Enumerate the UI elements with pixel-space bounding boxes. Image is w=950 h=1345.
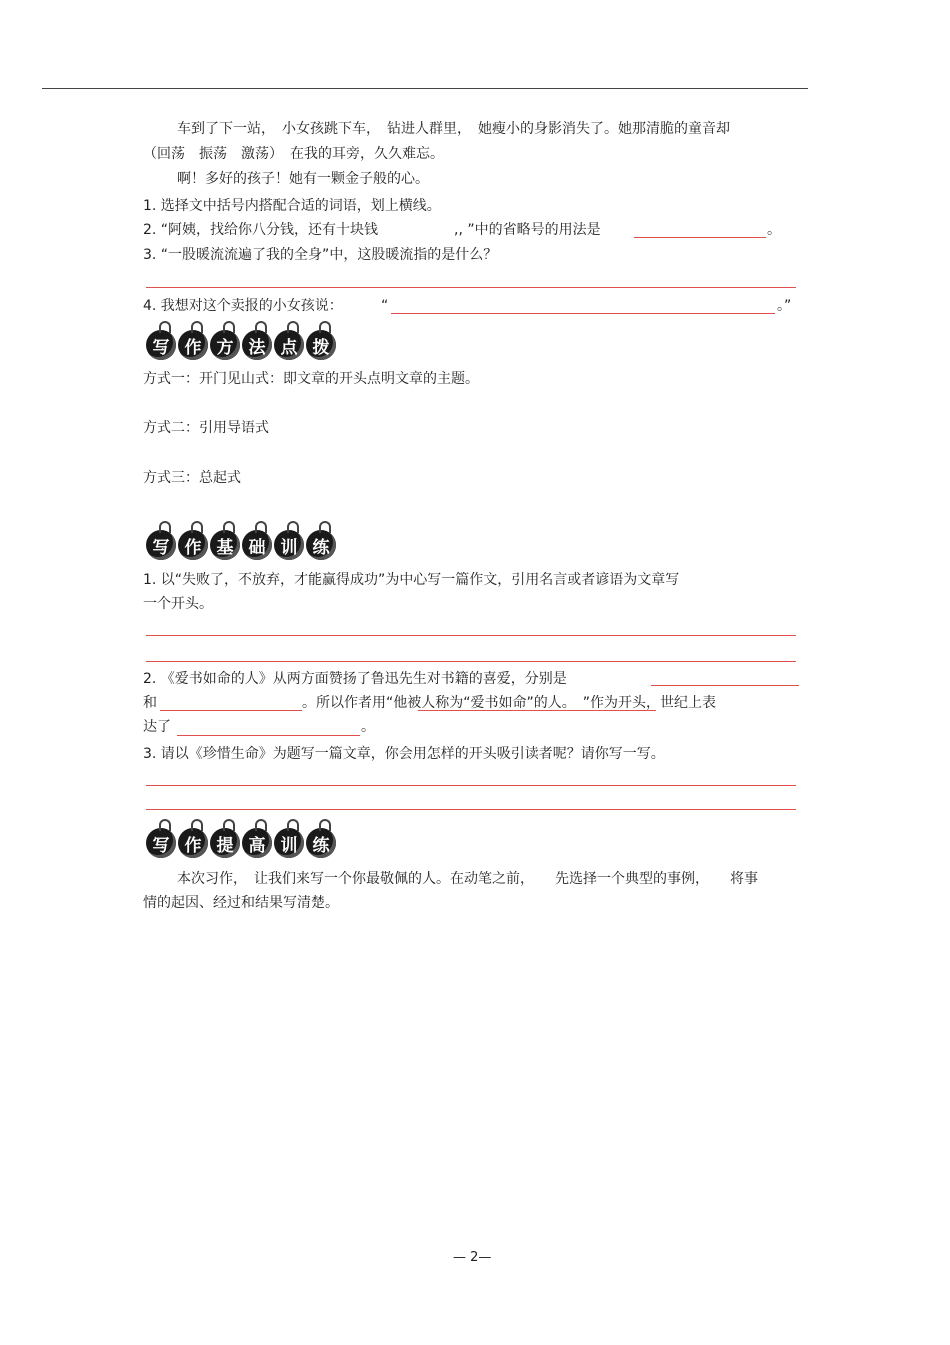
quote-underline xyxy=(418,710,656,711)
title-char: 写 xyxy=(146,330,176,360)
title-char: 作 xyxy=(178,828,208,858)
title-char: 法 xyxy=(242,330,272,360)
title-char: 方 xyxy=(210,330,240,360)
basic-question-1-cont: 一个开头。 xyxy=(143,596,213,612)
question-2-start: 2. “阿姨，找给你八分钱，还有十块钱 xyxy=(143,222,379,238)
method-2: 方式二：引用导语式 xyxy=(143,420,269,436)
basic-question-3: 3. 请以《珍惜生命》为题写一篇文章，你会用怎样的开头吸引读者呢？请你写一写。 xyxy=(143,746,665,762)
question-4: 4. 我想对这个卖报的小女孩说： xyxy=(143,298,343,314)
answer-line-b3-1[interactable] xyxy=(146,785,796,786)
title-char: 拨 xyxy=(306,330,336,360)
title-char: 点 xyxy=(274,330,304,360)
method-1: 方式一：开门见山式：即文章的开头点明文章的主题。 xyxy=(143,371,479,387)
story-paragraph-2: （回荡 振荡 激荡） 在我的耳旁，久久难忘。 xyxy=(143,146,444,162)
method-3: 方式三：总起式 xyxy=(143,470,241,486)
question-4-end: 。” xyxy=(777,298,792,314)
story-paragraph-3: 啊！多好的孩子！她有一颗金子般的心。 xyxy=(177,171,429,187)
page-number: — 2— xyxy=(453,1250,492,1265)
answer-line-q3[interactable] xyxy=(146,287,796,288)
section-title-writing-methods xyxy=(146,322,336,362)
question-1: 1. 选择文中括号内搭配合适的词语，划上横线。 xyxy=(143,198,441,214)
basic-question-2-and: 和 xyxy=(143,695,157,711)
title-char: 基 xyxy=(210,530,240,560)
title-char: 训 xyxy=(274,828,304,858)
basic-question-2-tail: 达了 xyxy=(143,719,171,735)
title-char: 写 xyxy=(146,530,176,560)
question-3: 3. “一股暖流流遍了我的全身”中，这股暖流指的是什么？ xyxy=(143,247,498,263)
title-char: 练 xyxy=(306,530,336,560)
title-char: 作 xyxy=(178,530,208,560)
title-char: 作 xyxy=(178,330,208,360)
basic-question-2-end: 。 xyxy=(361,719,375,735)
answer-line-b2-3[interactable] xyxy=(177,735,360,736)
title-char: 高 xyxy=(242,828,272,858)
answer-line-b2-2[interactable] xyxy=(160,710,302,711)
basic-question-1: 1. 以“失败了，不放弃，才能赢得成功”为中心写一篇作文，引用名言或者谚语为文章写 xyxy=(143,572,680,588)
answer-line-q4[interactable] xyxy=(391,313,775,314)
answer-line-b1-1[interactable] xyxy=(146,635,796,636)
title-char: 础 xyxy=(242,530,272,560)
story-paragraph-1: 车到了下一站， 小女孩跳下车， 钻进人群里， 她瘦小的身影消失了。她那清脆的童音却 xyxy=(177,121,730,137)
answer-line-b1-2[interactable] xyxy=(146,661,796,662)
section-title-basic-training xyxy=(146,522,336,562)
header-rule xyxy=(42,88,808,89)
title-char: 写 xyxy=(146,828,176,858)
answer-line-q2[interactable] xyxy=(634,237,766,238)
title-char: 提 xyxy=(210,828,240,858)
question-4-open-quote: “ xyxy=(381,298,389,314)
answer-line-b3-2[interactable] xyxy=(146,809,796,810)
title-char: 练 xyxy=(306,828,336,858)
answer-line-b2-1[interactable] xyxy=(651,685,799,686)
question-2-middle: ,, ”中的省略号的用法是 xyxy=(454,222,601,238)
basic-question-2: 2. 《爱书如命的人》从两方面赞扬了鲁迅先生对书籍的喜爱，分别是 xyxy=(143,671,567,687)
title-char: 训 xyxy=(274,530,304,560)
advanced-task-line-1: 本次习作， 让我们来写一个你最敬佩的人。在动笔之前， 先选择一个典型的事例， 将事 xyxy=(177,871,758,887)
question-2-end: 。 xyxy=(767,222,781,238)
basic-question-2-cont: 。所以作者用“他被人称为“爱书如命”的人。 ”作为开头，世纪上表 xyxy=(302,695,717,711)
advanced-task-line-2: 情的起因、经过和结果写清楚。 xyxy=(143,895,339,911)
section-title-advanced-training xyxy=(146,820,336,860)
